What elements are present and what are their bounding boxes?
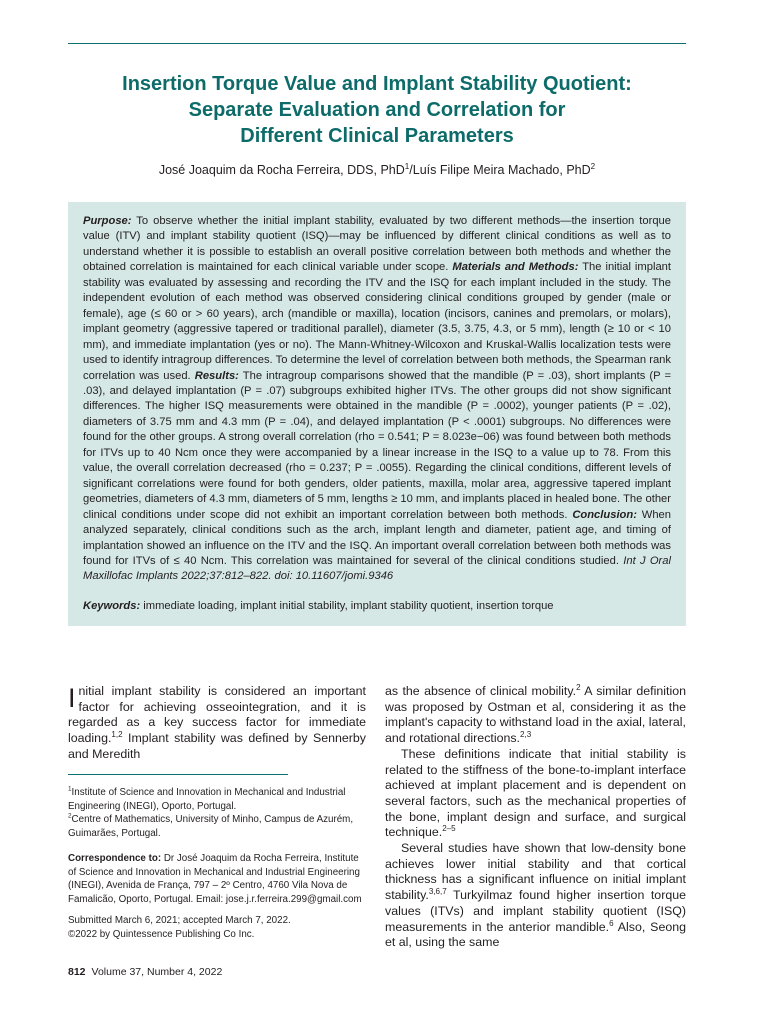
correspondence-body: Dr José Joaquim da Rocha Ferreira, Institute of Science and Innovation in Mechanical and Industrial Engineering (INEGI), Avenida de França, 797 – 2º Centro, 4760 Vila Nova de Famalicão, Oporto, Portugal. Email: jose.j.r.ferreira.299@gmail.com [68,853,362,905]
ref-6: 6 [609,918,614,928]
footnote-rule [68,774,288,775]
purpose-text: To observe whether the initial implant stability, evaluated by two different methods—the insertion torque value (ITV) and implant stability quotient (ISQ)—may be influenced by different clinical conditions as well as to understand whether it is possible to establish an overall positive correlation between both methods and whether the obtained correlation is maintained for each clinical variable under scope. [83,215,671,274]
correspondence-label: Correspondence to: [68,853,162,864]
left-column [68,684,366,763]
right-p3-text: Several studies have shown that low-density bone achieves lower initial stability and that cortical thickness has a significant influence on initial implant stability. [385,841,686,903]
drop-cap: I [68,683,76,713]
page-footer [68,966,222,978]
ref-2-3: 2,3 [520,729,532,739]
submission-info [68,914,366,941]
author-1-affiliation: 1 [404,161,410,171]
intro-text: nitial implant stability is considered an important factor for achieving osseointegration, and it is regarded as a key success factor for immediate loading. [68,684,366,746]
correspondence-text [68,852,366,906]
keywords-label: Keywords: [83,599,141,612]
author-2-affiliation: 2 [590,161,596,171]
affiliation-1-text: Institute of Science and Innovation in Mechanical and Industrial Engineering (INEGI), Oporto, Portugal. [68,787,346,812]
keywords-text: immediate loading, implant initial stability, implant stability quotient, insertion torque [140,599,554,612]
methods-text: The initial implant stability was evaluated by assessing and recording the ITV and the ISQ for each implant included in the study. The independent evolution of each method was observed considering clinical conditions grouped by gender (male or female), age (≤ 60 or > 60 years), arch (mandible or maxilla), location (incisors, canines and premolars, or molars), implant geometry (aggressive tapered or traditional parallel), diameter (3.5, 3.75, 4.3, or 5 mm), length (≥ 10 or < 10 mm), and immediate implantation (yes or no). The Mann-Whitney-Wilcoxon and Kruskal-Wallis localization tests were used to identify intragroup differences. To determine the level of correlation between both methods, the Spearman rank correlation was used. [83,261,671,382]
right-p1-text: as the absence of clinical mobility. [385,684,577,698]
correspondence [68,852,366,906]
submitted-date: Submitted March 6, 2021; accepted March 7, 2022. [68,915,291,926]
right-p3-end: Also, Seong et al, using the same [385,919,687,950]
intro-text-end: Implant stability was defined by Sennerby and Meredith [68,731,366,761]
ref-2-5: 2–5 [442,824,456,834]
right-paragraph-3 [385,841,686,951]
right-column [385,684,686,951]
ref-1: 1,2 [111,729,123,739]
intro-paragraph [68,684,366,763]
article-title [68,71,686,149]
page-number: 812 [68,966,86,978]
ref-3-6-7: 3,6,7 [428,887,447,897]
title-line-1: Insertion Torque Value and Implant Stability Quotient: [122,73,632,95]
right-paragraph-2 [385,747,686,841]
affiliation-1 [68,786,366,813]
copyright: ©2022 by Quintessence Publishing Co Inc. [68,928,255,940]
conclusion-text: When analyzed separately, clinical conditions such as the arch, implant length and diameter, patient age, and timing of implantation showed an influence on the ITV and the ISQ. An important overall correlation between both methods was found for ITVs of ≤ 40 Ncm. This correlation was maintained for several of the clinical conditions studied. [83,508,671,567]
issue-info: Volume 37, Number 4, 2022 [91,966,223,978]
author-separator: / [409,163,413,177]
citation: Int J Oral Maxillofac Implants 2022;37:812–822. doi: 10.11607/jomi.9346 [83,554,671,583]
author-line [68,161,686,179]
methods-label: Materials and Methods: [452,261,579,274]
right-p3-mid: Turkyilmaz found higher insertion torque values (ITVs) and implant stability quotient (ISQ) measurements in the anterior mandible. [385,888,686,934]
affiliation-2 [68,813,366,840]
keywords [83,599,671,614]
ref-2: 2 [576,682,581,692]
affiliation-1-marker: 1 [68,785,72,793]
affiliations [68,786,366,840]
author-1: José Joaquim da Rocha Ferreira, DDS, PhD [158,163,405,177]
abstract-text [83,214,671,585]
results-text: The intragroup comparisons showed that the mandible (P = .03), short implants (P = .03), and delayed implantation (P = .07) subgroups exhibited higher ITVs. The other groups did not show significant differences. The higher ISQ measurements were obtained in the mandible (P = .0002), younger patients (P = .02), diameters of 3.75 mm and 4.3 mm (P = .04), and delayed implantation (P < .0001) subgroups. No differences were found for the other groups. A strong overall correlation (rho = 0.541; P = 8.023e−06) was found between both methods for ITVs up to 40 Ncm once they were accompanied by a linear increase in the ISQ to a value up to 78. From this value, the overall correlation decreased (rho = 0.237; P = .0055). Regarding the clinical conditions, different levels of significant correlations were found for both genders, older patients, maxilla, molar area, aggressive tapered implant geometries, diameters of 4.3 mm, diameters of 5 mm, lengths ≥ 10 mm, and implants placed in healed bone. The other clinical conditions under scope did not exhibit an important correlation between both methods. [83,369,672,521]
results-label: Results: [194,369,239,382]
author-2: Luís Filipe Meira Machado, PhD [412,163,591,177]
right-p1-mid: A similar definition was proposed by Ostman et al, considering it as the implant's capacity to withstand load in the axial, lateral, and rotational directions. [385,684,686,746]
top-rule [68,43,686,44]
right-p2-text: These definitions indicate that initial stability is related to the stiffness of the bone-to-implant interface achieved at implant placement and is dependent on several factors, such as the mechanical properties of the bone, implant design and surface, and surgical technique. [385,746,686,840]
affiliation-2-marker: 2 [68,812,72,820]
right-paragraph-1 [385,684,686,747]
abstract-box [68,202,686,626]
affiliation-2-text: Centre of Mathematics, University of Minho, Campus de Azurém, Guimarães, Portugal. [68,814,354,839]
conclusion-label: Conclusion: [572,508,637,521]
title-line-3: Different Clinical Parameters [240,125,514,147]
title-line-2: Separate Evaluation and Correlation for [188,99,566,121]
purpose-label: Purpose: [83,215,132,227]
